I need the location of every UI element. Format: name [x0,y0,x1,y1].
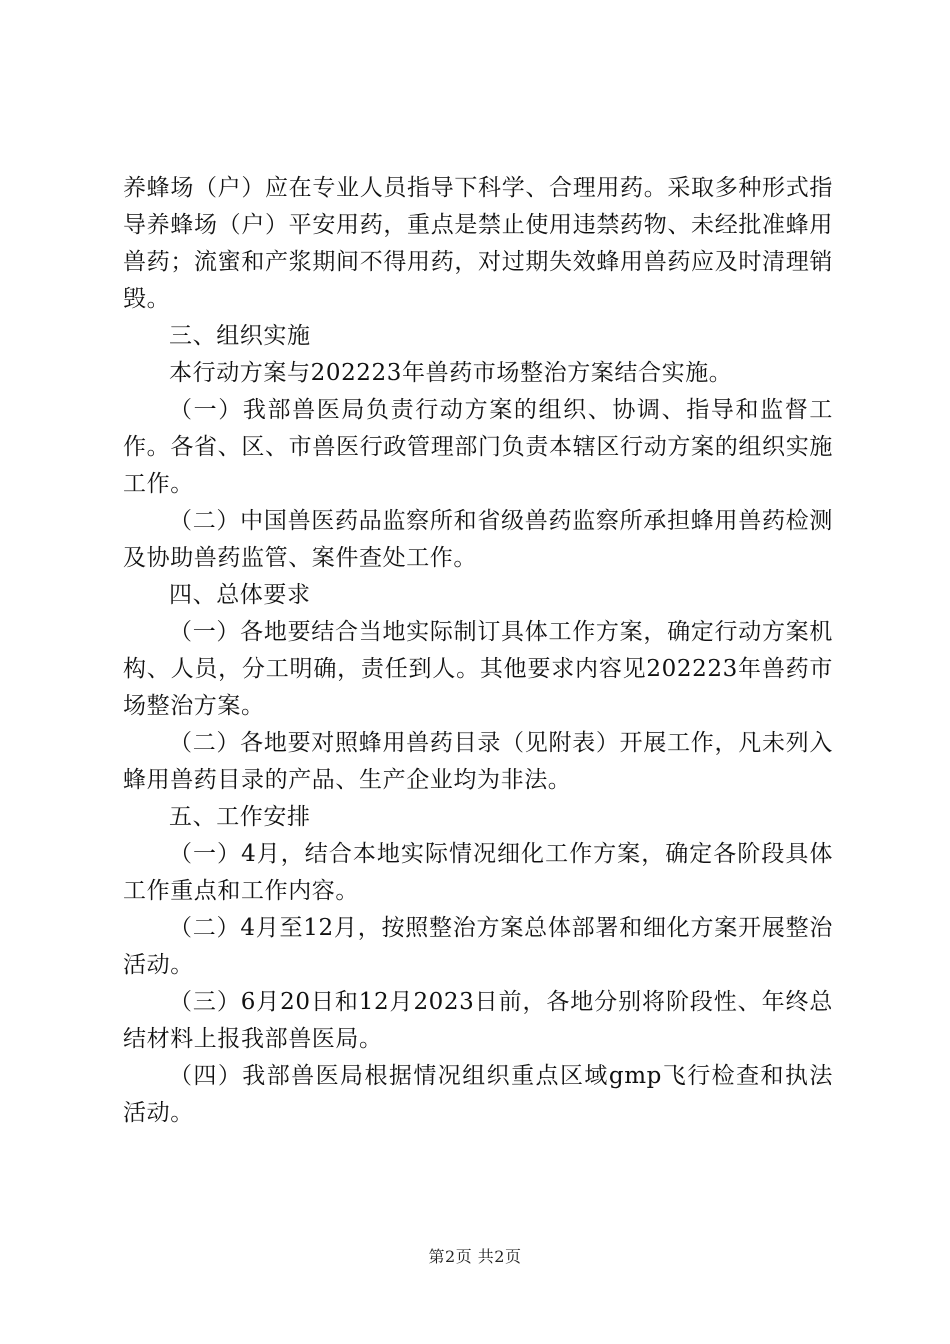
paragraph: （一）我部兽医局负责行动方案的组织、协调、指导和监督工作。各省、区、市兽医行政管理部门负责本辖区行动方案的组织实施工作。 [123,397,833,497]
paragraph: （二）中国兽医药品监察所和省级兽药监察所承担蜂用兽药检测及协助兽药监管、案件查处工作。 [123,508,833,571]
paragraph: （一）4月，结合本地实际情况细化工作方案，确定各阶段具体工作重点和工作内容。 [123,841,833,904]
paragraph: （三）6月20日和12月2023日前，各地分别将阶段性、年终总结材料上报我部兽医局。 [123,989,833,1052]
document-body [123,170,833,1132]
paragraph: （二）各地要对照蜂用兽药目录（见附表）开展工作，凡未列入蜂用兽药目录的产品、生产企业均为非法。 [123,730,833,793]
paragraph-continuation: 养蜂场（户）应在专业人员指导下科学、合理用药。采取多种形式指导养蜂场（户）平安用药，重点是禁止使用违禁药物、未经批准蜂用兽药；流蜜和产浆期间不得用药，对过期失效蜂用兽药应及时清理销毁。 [123,175,833,312]
paragraph: （一）各地要结合当地实际制订具体工作方案，确定行动方案机构、人员，分工明确，责任到人。其他要求内容见202223年兽药市场整治方案。 [123,619,833,719]
section-heading-organization: 三、组织实施 [169,323,311,349]
paragraph: （四）我部兽医局根据情况组织重点区域gmp飞行检查和执法活动。 [123,1063,833,1126]
section-heading-requirements: 四、总体要求 [169,582,311,608]
paragraph: 本行动方案与202223年兽药市场整治方案结合实施。 [169,360,733,386]
paragraph: （二）4月至12月，按照整治方案总体部署和细化方案开展整治活动。 [123,915,833,978]
section-heading-schedule: 五、工作安排 [169,804,311,830]
page-number-footer: 第2页 共2页 [428,1247,522,1266]
